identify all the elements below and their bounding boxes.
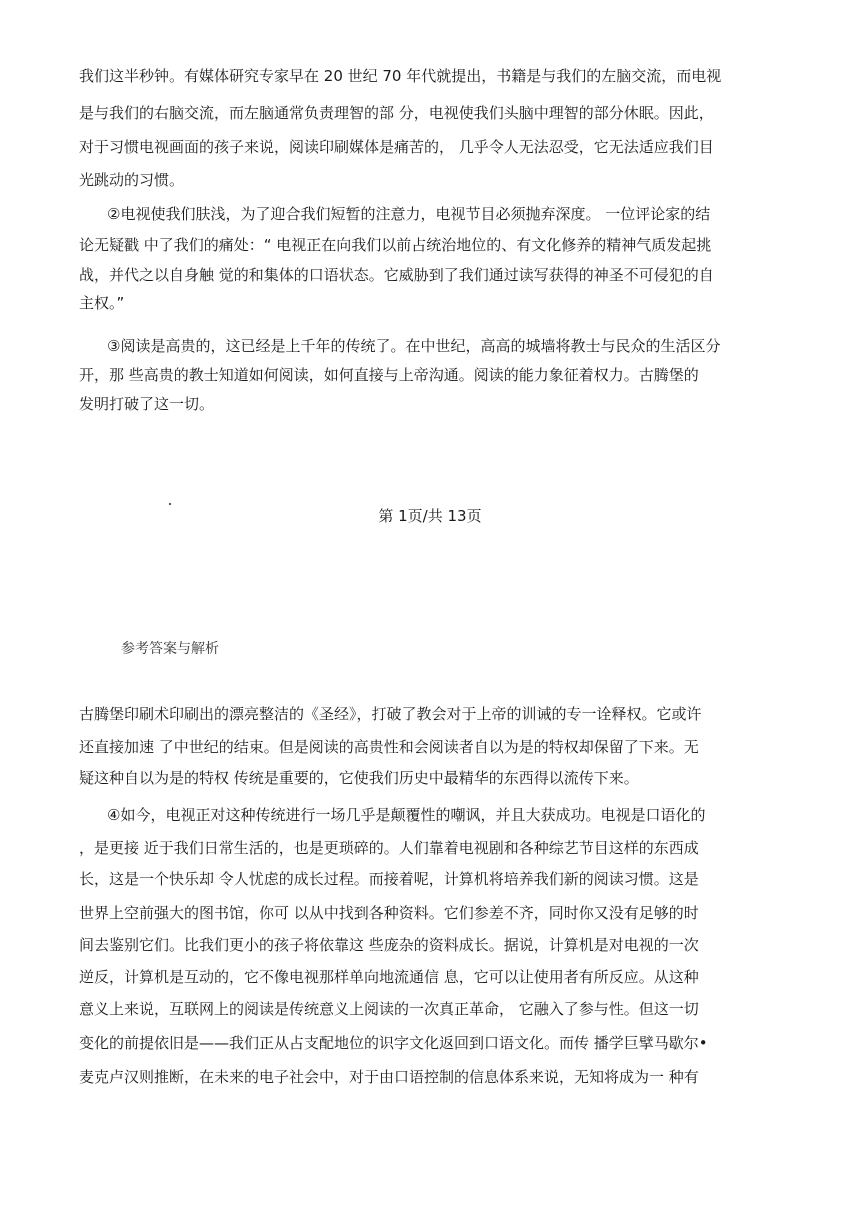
text-line: 世界上空前强大的图书馆，你可 以从中找到各种资料。它们参差不齐，同时你又没有足够的时: [79, 904, 699, 922]
text-line: 意义上来说，互联网上的阅读是传统意义上阅读的一次真正革命， 它融入了参与性。但这一切: [79, 1000, 699, 1018]
page-footer: 第 1页/共 13页: [378, 507, 482, 525]
text-line: 古腾堡印刷术印刷出的漂亮整洁的《圣经》，打破了教会对于上帝的训诫的专一诠释权。它或许: [79, 705, 702, 723]
text-line: 开，那 些高贵的教士知道如何阅读，如何直接与上帝沟通。阅读的能力象征着权力。古腾堡的: [79, 366, 699, 384]
text-line: ，是更接 近于我们日常生活的，也是更琐碎的。人们靠着电视剧和各种综艺节目这样的东西成: [79, 839, 699, 857]
stray-dot: [169, 503, 171, 505]
text-line: ④如今，电视正对这种传统进行一场几乎是颠覆性的嘲讽，并且大获成功。电视是口语化的: [107, 806, 706, 824]
text-line: 论无疑戳 中了我们的痛处：“ 电视正在向我们以前占统治地位的、有文化修养的精神气质发起挑: [79, 236, 712, 254]
text-line: 光跳动的习惯。: [79, 171, 185, 189]
text-line: ③阅读是高贵的，这已经是上千年的传统了。在中世纪，高高的城墙将教士与民众的生活区分: [107, 337, 721, 355]
section-header: 参考答案与解析: [121, 641, 219, 657]
text-line: 发明打破了这一切。: [79, 395, 215, 413]
text-line: 我们这半秒钟。有媒体研究专家早在 20 世纪 70 年代就提出，书籍是与我们的左脑交流，而电视: [79, 67, 722, 85]
text-line: 战，并代之以自身触 觉的和集体的口语状态。它威胁到了我们通过读写获得的神圣不可侵犯的自: [79, 266, 714, 284]
text-line: 对于习惯电视画面的孩子来说，阅读印刷媒体是痛苦的， 几乎令人无法忍受，它无法适应我们目: [79, 138, 714, 156]
text-line: 疑这种自以为是的特权 传统是重要的，它使我们历史中最精华的东西得以流传下来。: [79, 769, 639, 787]
text-line: 长，这是一个快乐却 令人忧虑的成长过程。而接着呢，计算机将培养我们新的阅读习惯。这是: [79, 870, 699, 888]
text-line: 主权。”: [79, 294, 125, 312]
text-line: 变化的前提依旧是——我们正从占支配地位的识字文化返回到口语文化。而传 播学巨擘马歇尔•: [79, 1034, 708, 1052]
text-line: 麦克卢汉则推断，在未来的电子社会中，对于由口语控制的信息体系来说，无知将成为一 种有: [79, 1068, 699, 1086]
text-line: 间去鉴别它们。比我们更小的孩子将依靠这 些庞杂的资料成长。据说，计算机是对电视的一次: [79, 936, 699, 954]
text-line: 还直接加速 了中世纪的结束。但是阅读的高贵性和会阅读者自以为是的特权却保留了下来。无: [79, 738, 699, 756]
text-line: ②电视使我们肤浅，为了迎合我们短暂的注意力，电视节目必须抛弃深度。 一位评论家的结: [107, 205, 711, 223]
text-line: 逆反，计算机是互动的，它不像电视那样单向地流通信 息，它可以让使用者有所反应。从这种: [79, 968, 699, 986]
text-line: 是与我们的右脑交流，而左脑通常负责理智的部 分，电视使我们头脑中理智的部分休眠。因此，: [79, 104, 714, 122]
